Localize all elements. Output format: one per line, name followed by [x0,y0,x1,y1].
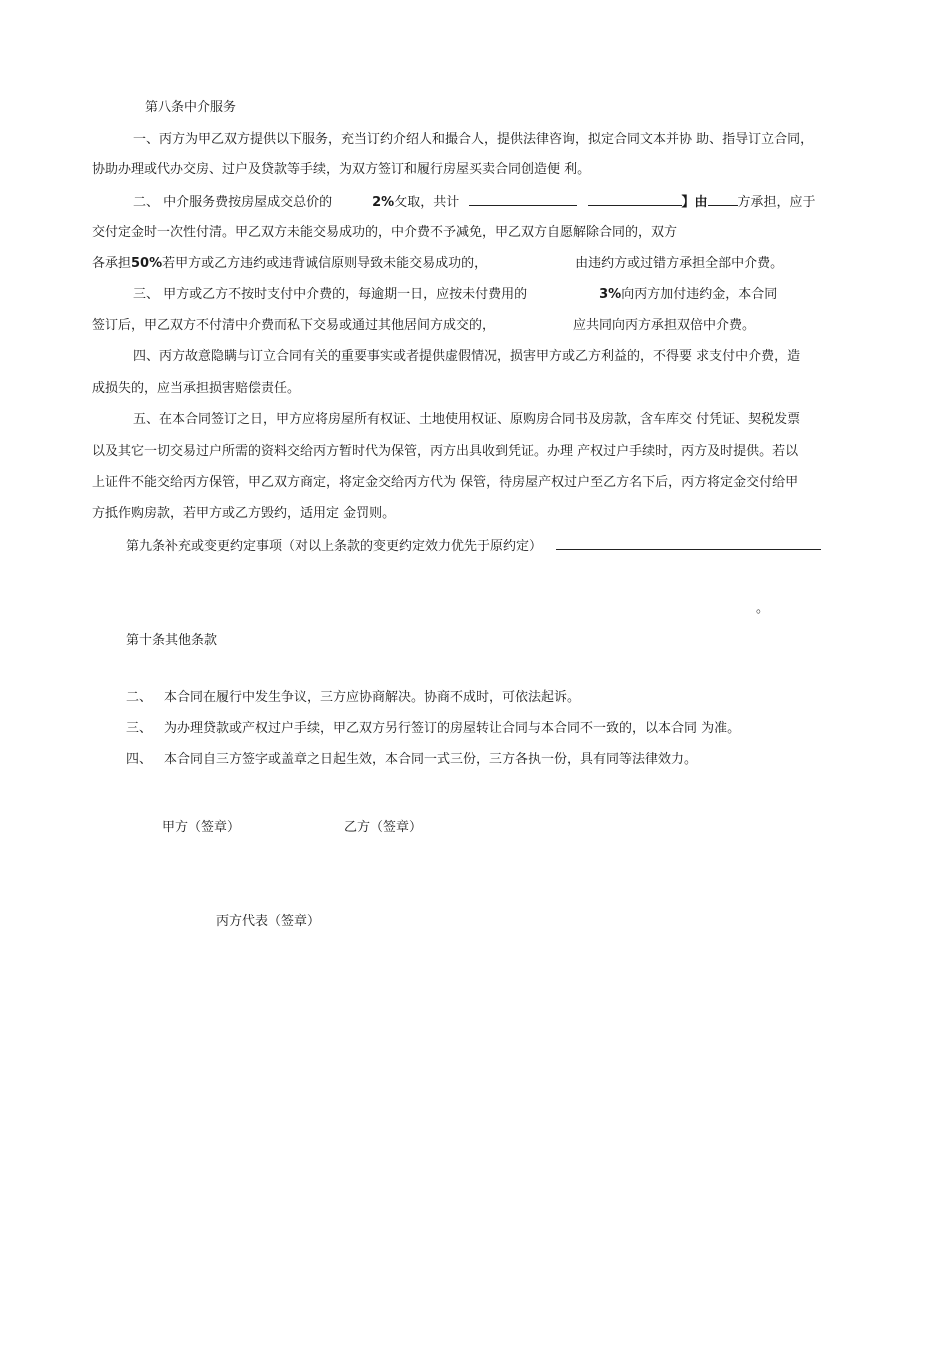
item3-text: 为办理贷款或产权过户手续，甲乙双方另行签订的房屋转让合同与本合同不一致的，以本合同 为准。 [164,721,741,736]
payer-blank[interactable] [708,193,738,206]
p3-l2-text-a: 签订后，甲乙双方不付清中介费而私下交易或通过其他居间方成交的， [92,318,496,333]
article8-p5-line1: 五、在本合同签订之日，甲方应将房屋所有权证、土地使用权证、原购房合同书及房款，含车库交 付凭证、契税发票 [133,412,801,427]
article8-p2-line3 [92,256,783,272]
p3-text-a: 三、 甲方或乙方不按时支付中介费的，每逾期一日，应按未付费用的 [133,287,528,302]
p2-text-c: 】由 [681,195,708,210]
article9-end-mark: 。 [756,601,770,616]
item2-text: 本合同在履行中发生争议，三方应协商解决。协商不成时，可依法起诉。 [164,690,581,705]
p2-l3-text-a: 各承担 [92,256,132,271]
item3-number: 三、 [126,721,153,736]
article10-item4 [126,752,697,768]
article8-p3-line1 [133,287,777,303]
p2-text-b: 攵取，共计 [394,195,460,210]
article10-item2 [126,690,580,706]
signature-party-c: 丙方代表（签章） [216,914,321,929]
article8-p1-line2: 协助办理或代办交房、过户及贷款等手续，为双方签订和履行房屋买卖合同创造便 利。 [92,162,591,177]
supplement-blank[interactable] [556,537,821,550]
p2-l3-text-b: 若甲方或乙方违约或违背诚信原则导致未能交易成功的， [162,256,488,271]
article8-p2-line2: 交付定金时一次性付清。甲乙双方未能交易成功的，中介费不予减免，甲乙双方自愿解除合同的，双方 [92,225,678,240]
p3-percent: 3% [599,287,622,302]
article9-text: 第九条补充或变更约定事项（对以上条款的变更约定效力优先于原约定） [126,539,543,554]
article8-title: 第八条中介服务 [145,100,237,115]
article8-p5-line4: 方抵作购房款，若甲方或乙方毁约，适用定 金罚则。 [92,506,396,521]
p2-text-d: 方承担，应于 [737,195,816,210]
signature-party-a: 甲方（签章） [162,820,241,835]
p2-text-a: 二、 中介服务费按房屋成交总价的 [133,195,333,210]
article9-line [126,537,821,555]
item4-number: 四、 [126,752,153,767]
article8-p3-line2 [92,318,755,334]
item2-number: 二、 [126,690,153,705]
article8-p5-line3: 上证件不能交给丙方保管，甲乙双方商定，将定金交给丙方代为 保管，待房屋产权过户至乙方名下后，丙方将定金交付给甲 [92,475,799,490]
p3-text-b: 向丙方加付违约金，本合同 [621,287,778,302]
p3-l2-text-b: 应共同向丙方承担双倍中介费。 [573,318,756,333]
p2-l3-percent: 50% [131,256,163,271]
signature-party-b: 乙方（签章） [344,820,423,835]
article10-item3 [126,721,740,737]
article10-title: 第十条其他条款 [126,633,218,648]
p2-percent: 2% [372,195,395,210]
p2-l3-text-c: 由违约方或过错方承担全部中介费。 [575,256,784,271]
fee-blank-2[interactable] [588,193,682,206]
article8-p2-line1 [133,193,816,211]
item4-text: 本合同自三方签字或盖章之日起生效，本合同一式三份，三方各执一份，具有同等法律效力。 [164,752,698,767]
article8-p4-line1: 四、丙方故意隐瞒与订立合同有关的重要事实或者提供虚假情况，损害甲方或乙方利益的，不得要 求支付中介费，造 [133,349,801,364]
article8-p1-line1: 一、丙方为甲乙双方提供以下服务，充当订约介绍人和撮合人，提供法律咨询，拟定合同文本并协 助、指导订立合同， [133,132,814,147]
article8-p4-line2: 成损失的，应当承担损害赔偿责任。 [92,381,301,396]
fee-blank-1[interactable] [469,193,577,206]
article8-p5-line2: 以及其它一切交易过户所需的资料交给丙方暂时代为保管，丙方出具收到凭证。办理 产权过户手续时，丙方及时提供。若以 [92,444,799,459]
